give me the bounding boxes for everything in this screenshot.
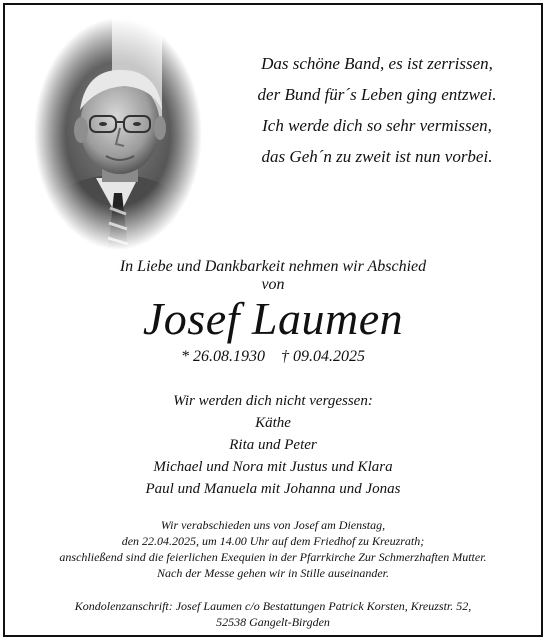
mourner: Rita und Peter [229,437,317,453]
address-line: Kondolenzanschrift: Josef Laumen c/o Bestattungen Patrick Korsten, Kreuzstr. 52, [74,599,472,613]
mourner: Paul und Manuela mit Johanna und Jonas [145,481,401,497]
death-date: † 09.04.2025 [281,348,365,365]
poem-line: der Bund für´s Leben ging entzwei. [257,85,497,104]
service-line: anschließend sind die feierlichen Exequien in der Pfarrkirche Zur Schmerzhaften Mutter. [59,550,487,564]
condolence-address [0,598,546,630]
poem-line: Das schöne Band, es ist zerrissen, [261,54,493,73]
service-line: Wir verabschieden uns von Josef am Dienstag, [160,518,386,532]
deceased-name: Josef Laumen [142,293,404,344]
portrait-photo [34,18,202,250]
address-line: 52538 Gangelt-Birgden [216,615,330,629]
life-dates [0,348,546,366]
mourner: Michael und Nora mit Justus und Klara [153,459,393,475]
mourner: Käthe [255,415,291,431]
service-line: den 22.04.2025, um 14.00 Uhr auf dem Friedhof zu Kreuzrath; [121,534,425,548]
mourners-intro: Wir werden dich nicht vergessen: [173,393,373,409]
farewell-line: In Liebe und Dankbarkeit nehmen wir Abschied [119,258,427,275]
service-info [0,517,546,581]
service-line: Nach der Messe gehen wir in Stille auseinander. [157,566,389,580]
poem-line: Ich werde dich so sehr vermissen, [262,116,492,135]
poem [232,48,522,172]
farewell-von: von [261,276,285,293]
birth-date: * 26.08.1930 [181,348,265,365]
poem-line: das Geh´n zu zweit ist nun vorbei. [261,147,493,166]
mourners-list [0,390,546,500]
